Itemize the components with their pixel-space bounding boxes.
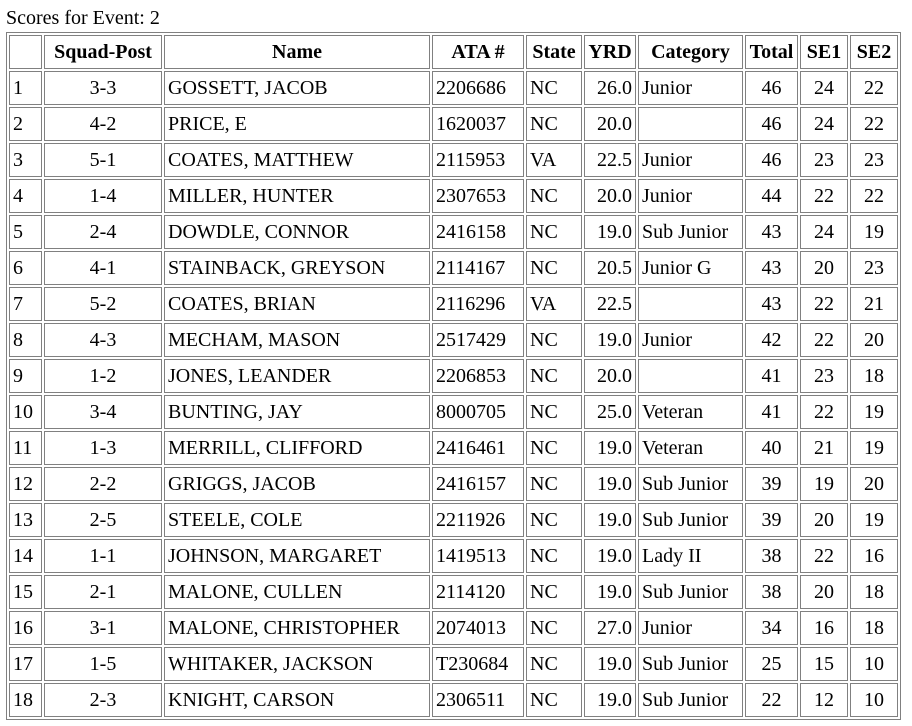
ata-cell: 2074013 — [432, 611, 524, 645]
total-cell: 43 — [745, 215, 798, 249]
total-cell: 42 — [745, 323, 798, 357]
category-cell: Junior — [638, 179, 743, 213]
table-row — [9, 143, 898, 177]
place-cell: 17 — [9, 647, 42, 681]
state-cell: NC — [526, 395, 582, 429]
state-cell: NC — [526, 107, 582, 141]
yrd-cell: 19.0 — [584, 575, 636, 609]
category-cell: Sub Junior — [638, 467, 743, 501]
yrd-cell: 19.0 — [584, 683, 636, 717]
se1-cell: 24 — [800, 215, 848, 249]
ata-cell: 8000705 — [432, 395, 524, 429]
name-cell: MALONE, CULLEN — [164, 575, 430, 609]
place-cell: 18 — [9, 683, 42, 717]
se1-cell: 22 — [800, 395, 848, 429]
table-row — [9, 287, 898, 321]
table-row — [9, 503, 898, 537]
name-cell: MECHAM, MASON — [164, 323, 430, 357]
place-cell: 13 — [9, 503, 42, 537]
squad-post-cell: 2-2 — [44, 467, 162, 501]
se2-cell: 23 — [850, 251, 898, 285]
place-cell: 7 — [9, 287, 42, 321]
se1-cell: 20 — [800, 503, 848, 537]
total-cell: 40 — [745, 431, 798, 465]
state-cell: NC — [526, 647, 582, 681]
place-cell: 9 — [9, 359, 42, 393]
table-row — [9, 575, 898, 609]
state-cell: NC — [526, 575, 582, 609]
table-row — [9, 71, 898, 105]
total-cell: 38 — [745, 539, 798, 573]
se1-cell: 24 — [800, 71, 848, 105]
se2-cell: 18 — [850, 359, 898, 393]
squad-post-cell: 2-4 — [44, 215, 162, 249]
total-cell: 39 — [745, 503, 798, 537]
score-rows — [9, 71, 898, 717]
total-cell: 25 — [745, 647, 798, 681]
place-cell: 12 — [9, 467, 42, 501]
place-cell: 11 — [9, 431, 42, 465]
yrd-cell: 25.0 — [584, 395, 636, 429]
table-row — [9, 647, 898, 681]
place-cell: 14 — [9, 539, 42, 573]
squad-post-cell: 1-3 — [44, 431, 162, 465]
table-row — [9, 179, 898, 213]
total-cell: 46 — [745, 71, 798, 105]
se1-cell: 22 — [800, 179, 848, 213]
category-cell: Sub Junior — [638, 503, 743, 537]
table-row — [9, 683, 898, 717]
table-row — [9, 251, 898, 285]
se2-cell: 18 — [850, 611, 898, 645]
se1-cell: 16 — [800, 611, 848, 645]
state-cell: NC — [526, 251, 582, 285]
se2-cell: 19 — [850, 431, 898, 465]
table-row — [9, 539, 898, 573]
total-cell: 39 — [745, 467, 798, 501]
name-cell: STAINBACK, GREYSON — [164, 251, 430, 285]
state-cell: NC — [526, 467, 582, 501]
se1-cell: 24 — [800, 107, 848, 141]
se2-cell: 19 — [850, 395, 898, 429]
name-cell: KNIGHT, CARSON — [164, 683, 430, 717]
name-cell: MERRILL, CLIFFORD — [164, 431, 430, 465]
state-cell: NC — [526, 539, 582, 573]
name-cell: WHITAKER, JACKSON — [164, 647, 430, 681]
se1-cell: 12 — [800, 683, 848, 717]
ata-cell: 2114167 — [432, 251, 524, 285]
col-header-name: Name — [164, 35, 430, 69]
squad-post-cell: 3-1 — [44, 611, 162, 645]
category-cell: Veteran — [638, 431, 743, 465]
yrd-cell: 20.0 — [584, 359, 636, 393]
se1-cell: 19 — [800, 467, 848, 501]
col-header-state: State — [526, 35, 582, 69]
name-cell: DOWDLE, CONNOR — [164, 215, 430, 249]
squad-post-cell: 3-3 — [44, 71, 162, 105]
category-cell: Sub Junior — [638, 647, 743, 681]
yrd-cell: 20.0 — [584, 107, 636, 141]
se2-cell: 16 — [850, 539, 898, 573]
ata-cell: 2115953 — [432, 143, 524, 177]
squad-post-cell: 5-1 — [44, 143, 162, 177]
col-header-se2: SE2 — [850, 35, 898, 69]
se2-cell: 22 — [850, 107, 898, 141]
place-cell: 16 — [9, 611, 42, 645]
yrd-cell: 19.0 — [584, 503, 636, 537]
col-header-yrd: YRD — [584, 35, 636, 69]
yrd-cell: 27.0 — [584, 611, 636, 645]
se1-cell: 20 — [800, 251, 848, 285]
page-title: Scores for Event: 2 — [6, 7, 160, 29]
squad-post-cell: 4-2 — [44, 107, 162, 141]
yrd-cell: 20.5 — [584, 251, 636, 285]
state-cell: NC — [526, 323, 582, 357]
name-cell: MILLER, HUNTER — [164, 179, 430, 213]
yrd-cell: 19.0 — [584, 467, 636, 501]
se2-cell: 19 — [850, 215, 898, 249]
table-row — [9, 323, 898, 357]
se2-cell: 20 — [850, 323, 898, 357]
state-cell: NC — [526, 683, 582, 717]
scores-table — [6, 32, 901, 720]
table-row — [9, 107, 898, 141]
ata-cell: 1620037 — [432, 107, 524, 141]
squad-post-cell: 1-2 — [44, 359, 162, 393]
place-cell: 8 — [9, 323, 42, 357]
state-cell: NC — [526, 215, 582, 249]
se1-cell: 15 — [800, 647, 848, 681]
category-cell — [638, 287, 743, 321]
ata-cell: 2211926 — [432, 503, 524, 537]
se2-cell: 22 — [850, 179, 898, 213]
yrd-cell: 20.0 — [584, 179, 636, 213]
squad-post-cell: 1-1 — [44, 539, 162, 573]
se1-cell: 23 — [800, 359, 848, 393]
place-cell: 10 — [9, 395, 42, 429]
yrd-cell: 22.5 — [584, 287, 636, 321]
yrd-cell: 26.0 — [584, 71, 636, 105]
yrd-cell: 19.0 — [584, 431, 636, 465]
ata-cell: 2306511 — [432, 683, 524, 717]
name-cell: BUNTING, JAY — [164, 395, 430, 429]
total-cell: 41 — [745, 359, 798, 393]
place-cell: 2 — [9, 107, 42, 141]
place-cell: 6 — [9, 251, 42, 285]
ata-cell: 2517429 — [432, 323, 524, 357]
state-cell: NC — [526, 71, 582, 105]
col-header-squad-post: Squad-Post — [44, 35, 162, 69]
se1-cell: 22 — [800, 287, 848, 321]
col-header-place — [9, 35, 42, 69]
name-cell: JOHNSON, MARGARET — [164, 539, 430, 573]
state-cell: NC — [526, 611, 582, 645]
total-cell: 34 — [745, 611, 798, 645]
state-cell: NC — [526, 431, 582, 465]
squad-post-cell: 2-3 — [44, 683, 162, 717]
se1-cell: 23 — [800, 143, 848, 177]
name-cell: COATES, BRIAN — [164, 287, 430, 321]
se2-cell: 23 — [850, 143, 898, 177]
se2-cell: 22 — [850, 71, 898, 105]
squad-post-cell: 4-3 — [44, 323, 162, 357]
place-cell: 3 — [9, 143, 42, 177]
category-cell: Junior G — [638, 251, 743, 285]
name-cell: STEELE, COLE — [164, 503, 430, 537]
squad-post-cell: 5-2 — [44, 287, 162, 321]
category-cell — [638, 359, 743, 393]
ata-cell: 2416461 — [432, 431, 524, 465]
table-row — [9, 431, 898, 465]
total-cell: 43 — [745, 251, 798, 285]
category-cell: Junior — [638, 71, 743, 105]
total-cell: 46 — [745, 107, 798, 141]
table-row — [9, 395, 898, 429]
category-cell: Sub Junior — [638, 575, 743, 609]
name-cell: GRIGGS, JACOB — [164, 467, 430, 501]
table-row — [9, 359, 898, 393]
se2-cell: 10 — [850, 683, 898, 717]
se2-cell: 20 — [850, 467, 898, 501]
col-header-category: Category — [638, 35, 743, 69]
se2-cell: 18 — [850, 575, 898, 609]
yrd-cell: 19.0 — [584, 215, 636, 249]
state-cell: NC — [526, 179, 582, 213]
table-row — [9, 467, 898, 501]
squad-post-cell: 2-1 — [44, 575, 162, 609]
state-cell: VA — [526, 287, 582, 321]
name-cell: COATES, MATTHEW — [164, 143, 430, 177]
yrd-cell: 19.0 — [584, 647, 636, 681]
category-cell: Veteran — [638, 395, 743, 429]
category-cell: Sub Junior — [638, 683, 743, 717]
squad-post-cell: 4-1 — [44, 251, 162, 285]
squad-post-cell: 1-5 — [44, 647, 162, 681]
place-cell: 4 — [9, 179, 42, 213]
ata-cell: T230684 — [432, 647, 524, 681]
col-header-se1: SE1 — [800, 35, 848, 69]
ata-cell: 2206853 — [432, 359, 524, 393]
total-cell: 41 — [745, 395, 798, 429]
table-row — [9, 215, 898, 249]
category-cell: Junior — [638, 143, 743, 177]
se2-cell: 10 — [850, 647, 898, 681]
total-cell: 38 — [745, 575, 798, 609]
se1-cell: 21 — [800, 431, 848, 465]
se2-cell: 19 — [850, 503, 898, 537]
header-row — [9, 35, 898, 69]
se1-cell: 22 — [800, 539, 848, 573]
yrd-cell: 19.0 — [584, 323, 636, 357]
name-cell: JONES, LEANDER — [164, 359, 430, 393]
ata-cell: 2416157 — [432, 467, 524, 501]
ata-cell: 2116296 — [432, 287, 524, 321]
state-cell: VA — [526, 143, 582, 177]
category-cell: Sub Junior — [638, 215, 743, 249]
ata-cell: 2206686 — [432, 71, 524, 105]
ata-cell: 2307653 — [432, 179, 524, 213]
total-cell: 43 — [745, 287, 798, 321]
name-cell: GOSSETT, JACOB — [164, 71, 430, 105]
category-cell — [638, 107, 743, 141]
yrd-cell: 19.0 — [584, 539, 636, 573]
col-header-total: Total — [745, 35, 798, 69]
state-cell: NC — [526, 503, 582, 537]
se2-cell: 21 — [850, 287, 898, 321]
name-cell: MALONE, CHRISTOPHER — [164, 611, 430, 645]
total-cell: 22 — [745, 683, 798, 717]
se1-cell: 20 — [800, 575, 848, 609]
category-cell: Junior — [638, 611, 743, 645]
ata-cell: 1419513 — [432, 539, 524, 573]
total-cell: 44 — [745, 179, 798, 213]
col-header-ata: ATA # — [432, 35, 524, 69]
squad-post-cell: 1-4 — [44, 179, 162, 213]
ata-cell: 2114120 — [432, 575, 524, 609]
ata-cell: 2416158 — [432, 215, 524, 249]
place-cell: 15 — [9, 575, 42, 609]
category-cell: Lady II — [638, 539, 743, 573]
place-cell: 5 — [9, 215, 42, 249]
name-cell: PRICE, E — [164, 107, 430, 141]
state-cell: NC — [526, 359, 582, 393]
yrd-cell: 22.5 — [584, 143, 636, 177]
squad-post-cell: 3-4 — [44, 395, 162, 429]
table-row — [9, 611, 898, 645]
squad-post-cell: 2-5 — [44, 503, 162, 537]
se1-cell: 22 — [800, 323, 848, 357]
total-cell: 46 — [745, 143, 798, 177]
place-cell: 1 — [9, 71, 42, 105]
category-cell: Junior — [638, 323, 743, 357]
